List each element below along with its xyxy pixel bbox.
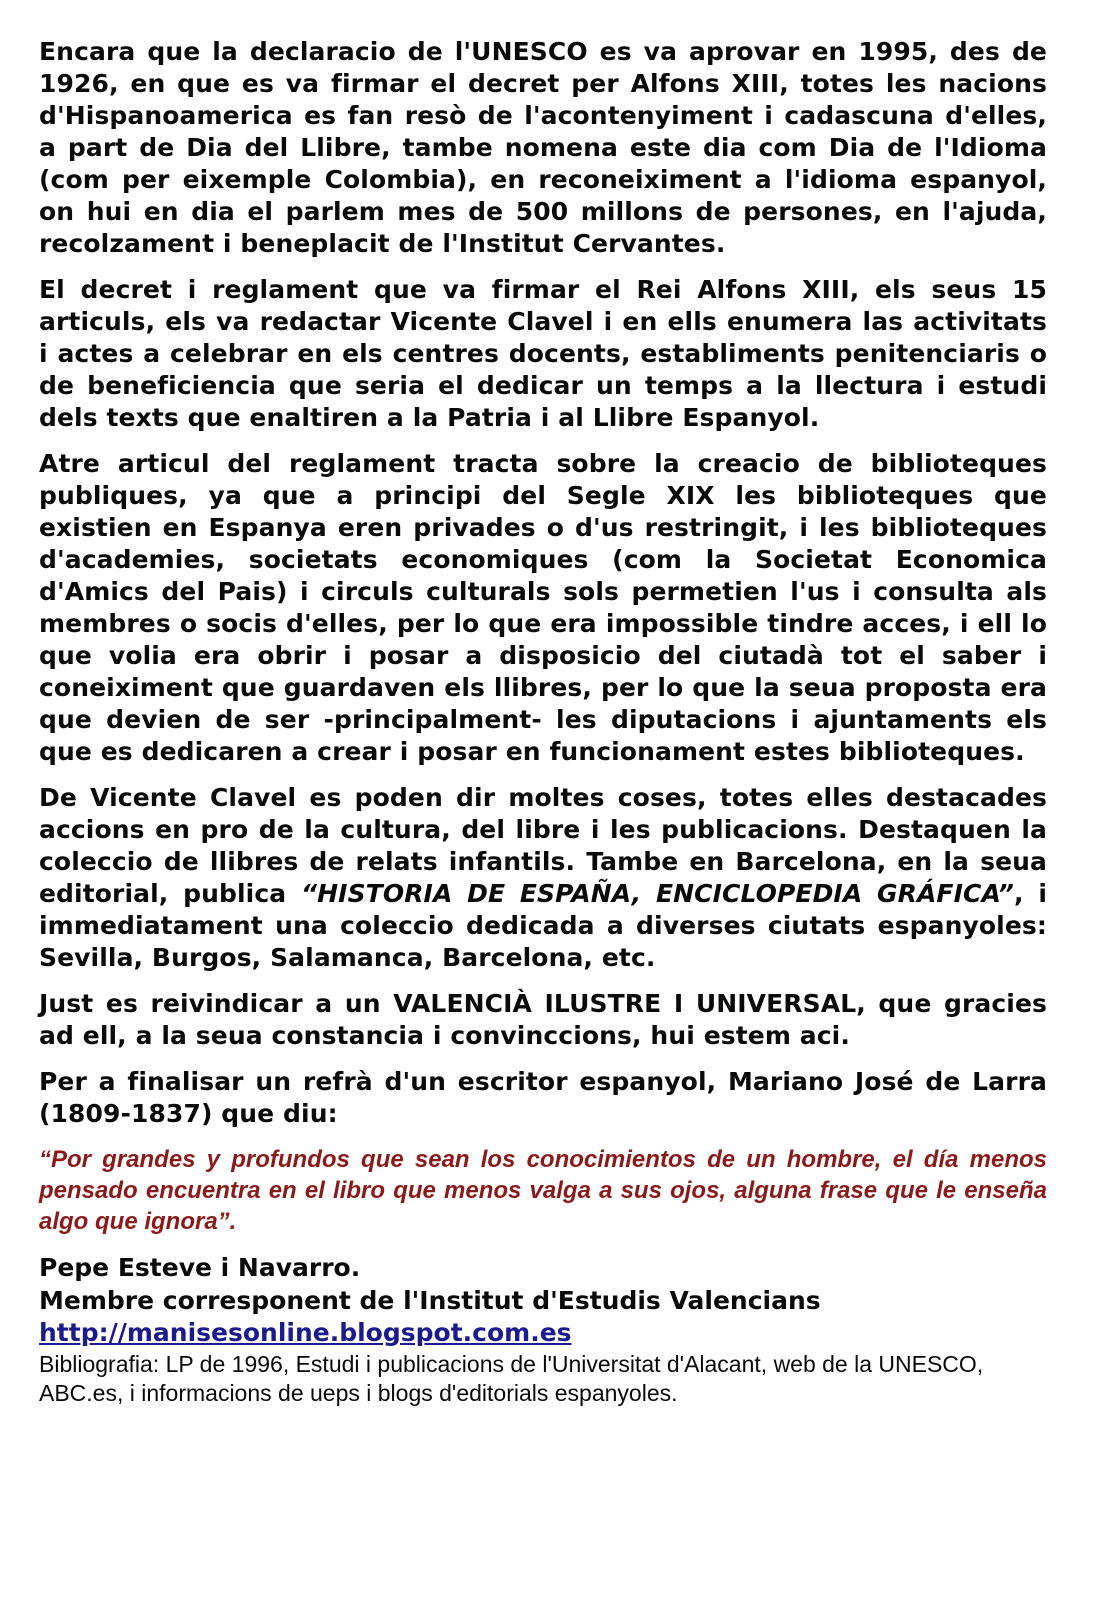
document-page [39,36,1047,1408]
paragraph-vicente-clavel [39,782,1047,974]
paragraph-decret: El decret i reglament que va firmar el Rei Alfons XIII, els seus 15 articuls, els va redactar Vicente Clavel i en ells enumera las activitats i actes a celebrar en els centres docents, establiments penitenciaris o de beneficiencia que seria el dedicar un temps a la llectura i estudi dels texts que enaltiren a la Patria i al Llibre Espanyol. [39,275,1047,432]
paragraph-reivindicar: Just es reivindicar a un VALENCIÀ ILUSTRE I UNIVERSAL, que gracies ad ell, a la seua constancia i convinccions, hui estem aci. [39,989,1047,1050]
blog-link[interactable]: http://manisesonline.blogspot.com.es [39,1318,572,1347]
paragraph-biblioteques: Atre articul del reglament tracta sobre la creacio de biblioteques publiques, ya que a principi del Segle XIX les biblioteques que existien en Espanya eren privades o d'us restringit, i les biblioteques d'academies, societats economiques (com la Societat Economica d'Amics del Pais) i circuls culturals sols permetien l'us i consulta als membres o socis d'elles, per lo que era impossible tindre acces, i ell lo que volia era obrir i posar a disposicio del ciutadà tot el saber i coneiximent que guardaven els llibres, per lo que la seua proposta era que devien de ser -principalment- les diputacions i ajuntaments els que es dedicaren a crear i posar en funcionament estes biblioteques. [39,449,1047,766]
book-title: “HISTORIA DE ESPAÑA, ENCICLOPEDIA GRÁFICA” [300,879,1014,908]
author-name: Pepe Esteve i Navarro. [39,1253,361,1282]
paragraph-finalisar: Per a finalisar un refrà d'un escritor espanyol, Mariano José de Larra (1809-1837) que diu: [39,1067,1047,1128]
author-role: Membre corresponent de l'Institut d'Estudis Valencians [39,1286,821,1315]
larra-quote: “Por grandes y profundos que sean los conocimientos de un hombre, el día menos pensado encuentra en el libro que menos valga a sus ojos, alguna frase que le enseña algo que ignora”. [39,1146,1047,1235]
clavel-text-before: De Vicente Clavel es poden dir moltes coses, totes elles destacades accions en pro de la cultura, del libre i les publicacions. Destaquen la coleccio de llibres de relats infantils. Tambe en Barcelona, en la seua editorial, publica [39,783,1047,908]
bibliography: Bibliografia: LP de 1996, Estudi i publicacions de l'Universitat d'Alacant, web de la UNESCO, ABC.es, i informacions de ueps i blogs d'editorials espanyoles. [39,1351,984,1406]
clavel-text-after: , i immediatament una coleccio dedicada a diverses ciutats espanyoles: Sevilla, Burgos, Salamanca, Barcelona, etc. [39,879,1047,972]
paragraph-unesco: Encara que la declaracio de l'UNESCO es va aprovar en 1995, des de 1926, en que es va firmar el decret per Alfons XIII, totes les nacions d'Hispanoamerica es fan resò de l'acontenyiment i cadascuna d'elles, a part de Dia del Llibre, tambe nomena este dia com Dia de l'Idioma (com per eixemple Colombia), en reconeiximent a l'idioma espanyol, on hui en dia el parlem mes de 500 millons de persones, en l'ajuda, recolzament i beneplacit de l'Institut Cervantes. [39,37,1047,258]
